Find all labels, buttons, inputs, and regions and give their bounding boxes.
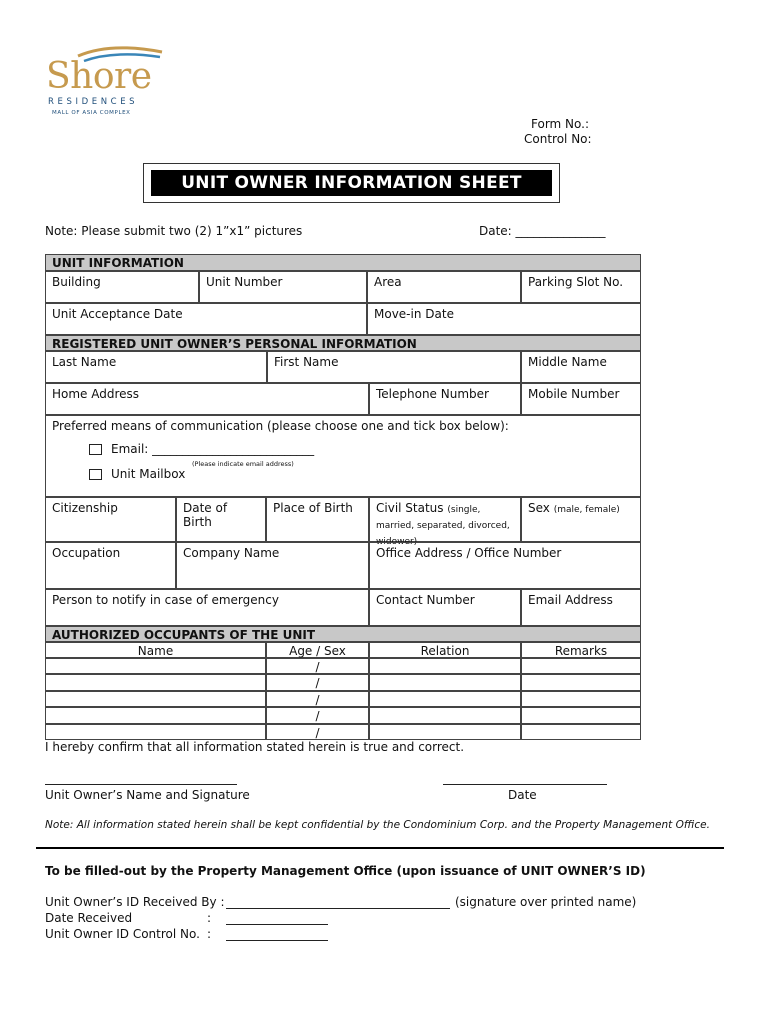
date-received-line[interactable] <box>226 924 328 925</box>
id-control-no-line[interactable] <box>226 940 328 941</box>
occupant-row-1-cell-1[interactable] <box>45 658 266 674</box>
contact-number-field[interactable]: Contact Number <box>369 589 521 626</box>
pictures-note: Note: Please submit two (2) 1”x1” pictures <box>45 224 303 238</box>
section-authorized-occupants: AUTHORIZED OCCUPANTS OF THE UNIT <box>45 626 641 642</box>
sex-options: (male, female) <box>553 505 620 515</box>
building-field[interactable]: Building <box>45 271 199 303</box>
communication-preference <box>45 415 641 497</box>
occupant-row-4-cell-4[interactable] <box>521 707 641 723</box>
page-title: UNIT OWNER INFORMATION SHEET <box>151 170 552 196</box>
company-name-field[interactable]: Company Name <box>176 542 369 589</box>
date-field[interactable]: Date: _______________ <box>479 224 606 238</box>
pmo-heading: To be filled-out by the Property Management Office (upon issuance of UNIT OWNER’S ID) <box>45 864 646 878</box>
occupant-row-5-cell-2[interactable]: / <box>266 724 369 740</box>
occupant-row-2-cell-1[interactable] <box>45 674 266 690</box>
mailbox-checkbox[interactable] <box>89 469 102 480</box>
occupant-row-1-cell-2[interactable]: / <box>266 658 369 674</box>
logo-subtitle: RESIDENCES <box>48 97 139 107</box>
telephone-field[interactable]: Telephone Number <box>369 383 521 415</box>
occupation-field[interactable]: Occupation <box>45 542 176 589</box>
civil-status-options: (single, married, separated, divorced, widower) <box>376 505 510 547</box>
occupant-row-3-cell-3[interactable] <box>369 691 521 707</box>
section-unit-information: UNIT INFORMATION <box>45 254 641 271</box>
emergency-contact-field[interactable]: Person to notify in case of emergency <box>45 589 369 626</box>
parking-slot-field[interactable]: Parking Slot No. <box>521 271 641 303</box>
move-in-date-field[interactable]: Move-in Date <box>367 303 641 335</box>
occupant-row-5-cell-3[interactable] <box>369 724 521 740</box>
occupants-header-relation: Relation <box>369 642 521 658</box>
citizenship-field[interactable]: Citizenship <box>45 497 176 542</box>
first-name-field[interactable]: First Name <box>267 351 521 383</box>
civil-status-field[interactable] <box>369 497 521 547</box>
office-address-field[interactable]: Office Address / Office Number <box>369 542 641 589</box>
mailbox-option-label: Unit Mailbox <box>111 467 186 481</box>
occupant-row-3-cell-1[interactable] <box>45 691 266 707</box>
sex-label: Sex <box>528 501 550 515</box>
occupant-row-1-cell-4[interactable] <box>521 658 641 674</box>
area-field[interactable]: Area <box>367 271 521 303</box>
form-no-label: Form No.: <box>531 117 590 131</box>
logo-tagline: MALL OF ASIA COMPLEX <box>52 110 131 116</box>
occupant-row-3-cell-2[interactable]: / <box>266 691 369 707</box>
section-owner-information: REGISTERED UNIT OWNER’S PERSONAL INFORMATION <box>45 335 641 351</box>
occupant-row-2-cell-4[interactable] <box>521 674 641 690</box>
email-address-field[interactable]: Email Address <box>521 589 641 626</box>
email-option-label: Email: ___________________________ <box>111 442 315 456</box>
occupant-row-2-cell-3[interactable] <box>369 674 521 690</box>
date-label: Date <box>508 788 537 802</box>
control-no-label: Control No: <box>524 132 592 146</box>
occupants-header-remarks: Remarks <box>521 642 641 658</box>
email-option[interactable] <box>89 442 314 456</box>
confirmation-statement: I hereby confirm that all information stated herein is true and correct. <box>45 740 465 754</box>
sex-field[interactable] <box>521 497 641 542</box>
id-control-no-label: Unit Owner ID Control No. <box>45 927 200 941</box>
shore-residences-logo <box>44 44 164 120</box>
id-control-no-colon: : <box>207 927 212 941</box>
date-received-label: Date Received <box>45 911 133 925</box>
occupant-row-4-cell-2[interactable]: / <box>266 707 369 723</box>
logo-word: Shore <box>46 56 152 97</box>
signature-label: Unit Owner’s Name and Signature <box>45 788 250 802</box>
date-received-colon: : <box>207 911 212 925</box>
unit-number-field[interactable]: Unit Number <box>199 271 367 303</box>
confidentiality-note: Note: All information stated herein shall be kept confidential by the Condominium Corp. and the Property Management Office. <box>45 819 710 831</box>
title-box <box>143 163 560 203</box>
received-by-label: Unit Owner’s ID Received By : <box>45 895 225 909</box>
last-name-field[interactable]: Last Name <box>45 351 267 383</box>
signature-line[interactable] <box>45 784 237 785</box>
occupants-header-age-sex: Age / Sex <box>266 642 369 658</box>
occupants-header-name: Name <box>45 642 266 658</box>
occupant-row-4-cell-1[interactable] <box>45 707 266 723</box>
occupant-row-1-cell-3[interactable] <box>369 658 521 674</box>
occupant-row-5-cell-4[interactable] <box>521 724 641 740</box>
received-by-suffix: (signature over printed name) <box>455 895 637 909</box>
civil-status-label: Civil Status <box>376 501 444 515</box>
occupant-row-5-cell-1[interactable] <box>45 724 266 740</box>
section-divider <box>36 847 724 849</box>
middle-name-field[interactable]: Middle Name <box>521 351 641 383</box>
home-address-field[interactable]: Home Address <box>45 383 369 415</box>
occupant-row-4-cell-3[interactable] <box>369 707 521 723</box>
unit-acceptance-date-field[interactable]: Unit Acceptance Date <box>45 303 367 335</box>
mobile-field[interactable]: Mobile Number <box>521 383 641 415</box>
place-of-birth-field[interactable]: Place of Birth <box>266 497 369 542</box>
email-checkbox[interactable] <box>89 444 102 455</box>
occupant-row-3-cell-4[interactable] <box>521 691 641 707</box>
date-of-birth-field[interactable]: Date of Birth <box>176 497 266 542</box>
received-by-line[interactable] <box>226 908 450 909</box>
email-hint: (Please indicate email address) <box>192 460 294 468</box>
mailbox-option[interactable] <box>89 467 185 481</box>
occupant-row-2-cell-2[interactable]: / <box>266 674 369 690</box>
communication-prompt: Preferred means of communication (please choose one and tick box below): <box>52 419 509 433</box>
date-line[interactable] <box>443 784 607 785</box>
